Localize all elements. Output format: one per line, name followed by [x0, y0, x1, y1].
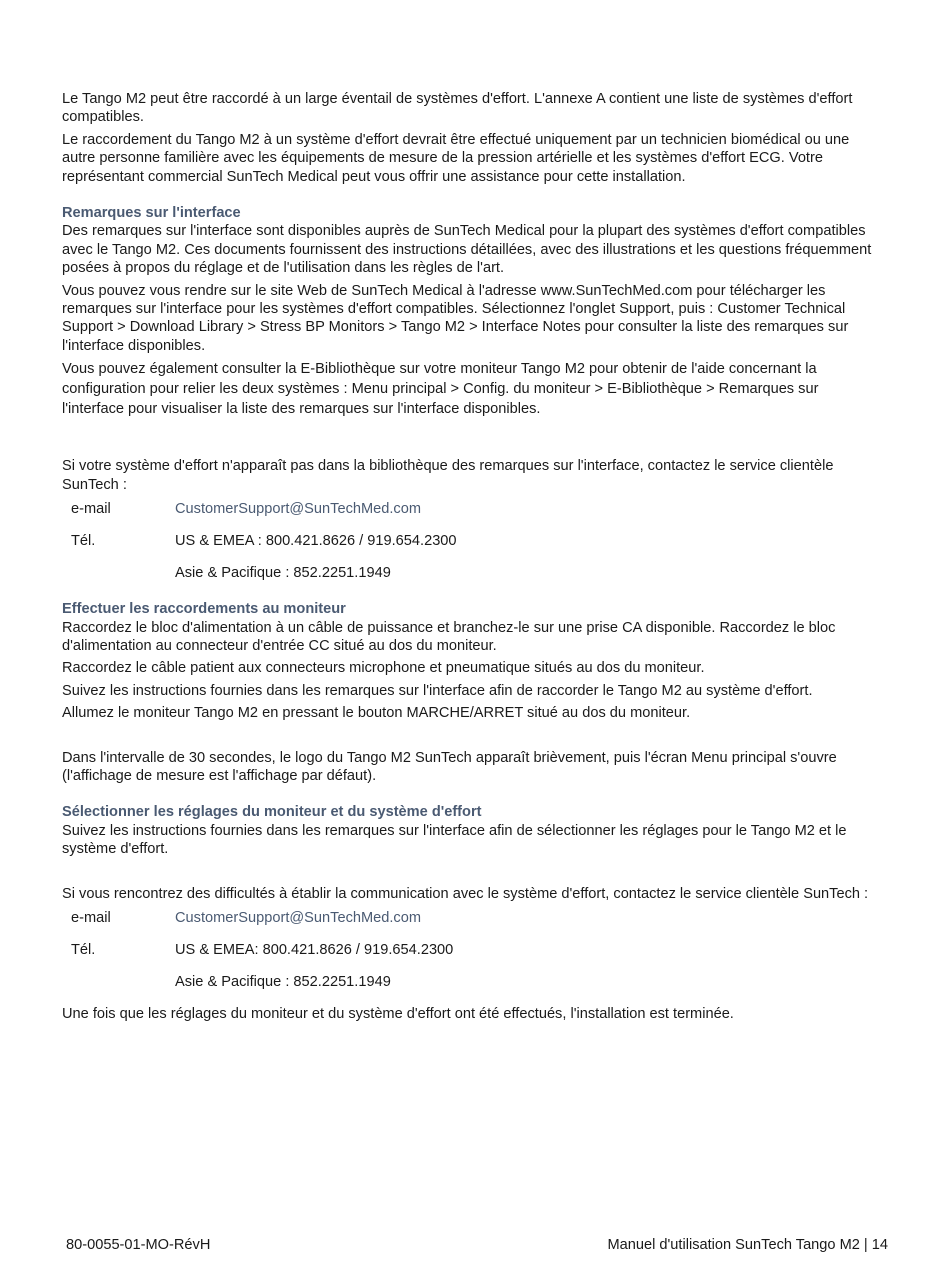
interface-notes-paragraph-4: Si votre système d'effort n'apparaît pas dans la bibliothèque des remarques sur l'interface, contactez le service clientèle SunTech :	[62, 458, 834, 493]
page-content	[62, 90, 884, 1027]
settings-paragraph-1: Suivez les instructions fournies dans les remarques sur l'interface afin de sélectionner les réglages pour le Tango M2 et le système d'effort.	[62, 822, 847, 858]
interface-notes-paragraph-2: Vous pouvez vous rendre sur le site Web de SunTech Medical à l'adresse www.SunTechMed.com pour télécharger les remarques sur l'interface pour les systèmes d'effort compatibles. Sélectionnez l'onglet Support, puis : Customer Technical Support > Download Library > Stress BP Monitors > Tango M2 > Interface Notes pour consulter la liste des remarques sur l'interface disponibles.	[62, 282, 849, 354]
contact-table-2	[62, 909, 453, 1005]
phone-asia-pacific: Asie & Pacifique : 852.2251.1949	[175, 565, 391, 582]
phone-us-emea: US & EMEA: 800.421.8626 / 919.654.2300	[175, 941, 454, 958]
interface-notes-paragraph-1: Des remarques sur l'interface sont disponibles auprès de SunTech Medical pour la plupart des systèmes d'effort compatibles avec le Tango M2. Ces documents fournissent des instructions détaillées, avec des illustrations et les questions fréquemment posées à propos du réglage et de l'utilisation dans les règles de l'art.	[62, 223, 872, 277]
connections-paragraph-1: Raccordez le bloc d'alimentation à un câble de puissance et branchez-le sur une prise CA disponible. Raccordez le bloc d'alimentation au connecteur d'entrée CC situé au dos du moniteur.	[62, 619, 836, 654]
connections-paragraph-4: Allumez le moniteur Tango M2 en pressant le bouton MARCHE/ARRET situé au dos du moniteur.	[62, 705, 691, 722]
phone-label: Tél.	[71, 533, 96, 550]
support-email-link[interactable]: CustomerSupport@SunTechMed.com	[175, 909, 421, 926]
interface-notes-heading: Remarques sur l'interface	[62, 205, 241, 222]
connections-paragraph-5: Dans l'intervalle de 30 secondes, le logo du Tango M2 SunTech apparaît brièvement, puis l'écran Menu principal s'ouvre (l'affichage de mesure est l'affichage par défaut).	[62, 749, 837, 784]
phone-label: Tél.	[71, 941, 96, 958]
connections-paragraph-2: Raccordez le câble patient aux connecteurs microphone et pneumatique situés au dos du moniteur.	[62, 660, 705, 677]
intro-paragraph-1: Le Tango M2 peut être raccordé à un large éventail de systèmes d'effort. L'annexe A contient une liste de systèmes d'effort compatibles.	[62, 91, 853, 126]
support-email-link[interactable]: CustomerSupport@SunTechMed.com	[175, 501, 421, 518]
connections-heading: Effectuer les raccordements au moniteur	[62, 601, 346, 618]
intro-paragraph-2: Le raccordement du Tango M2 à un système d'effort devrait être effectué uniquement par un technicien biomédical ou une autre personne familière avec les équipements de mesure de la pression artérielle et les systèmes d'effort ECG. Votre représentant commercial SunTech Medical peut vous offrir une assistance pour cette installation.	[62, 131, 850, 185]
settings-heading: Sélectionner les réglages du moniteur et du système d'effort	[62, 804, 482, 821]
phone-asia-pacific: Asie & Pacifique : 852.2251.1949	[175, 973, 391, 990]
settings-paragraph-2: Si vous rencontrez des difficultés à établir la communication avec le système d'effort, contactez le service clientèle SunTech :	[62, 885, 869, 902]
footer-doc-number: 80-0055-01-MO-RévH	[66, 1237, 211, 1253]
footer-manual-title: Manuel d'utilisation SunTech Tango M2 | 14	[607, 1237, 888, 1253]
contact-table-1	[62, 500, 457, 596]
interface-notes-paragraph-3: Vous pouvez également consulter la E-Bibliothèque sur votre moniteur Tango M2 pour obtenir de l'aide concernant la configuration pour relier les deux systèmes : Menu principal > Config. du moniteur > E-Bibliothèque > Remarques sur l'interface pour visualiser la liste des remarques sur l'interface disponibles.	[62, 361, 819, 418]
email-label: e-mail	[71, 909, 111, 926]
email-label: e-mail	[71, 501, 111, 518]
closing-paragraph: Une fois que les réglages du moniteur et du système d'effort ont été effectués, l'installation est terminée.	[62, 1005, 734, 1022]
phone-us-emea: US & EMEA : 800.421.8626 / 919.654.2300	[175, 533, 457, 550]
connections-paragraph-3: Suivez les instructions fournies dans les remarques sur l'interface afin de raccorder le Tango M2 au système d'effort.	[62, 682, 813, 699]
